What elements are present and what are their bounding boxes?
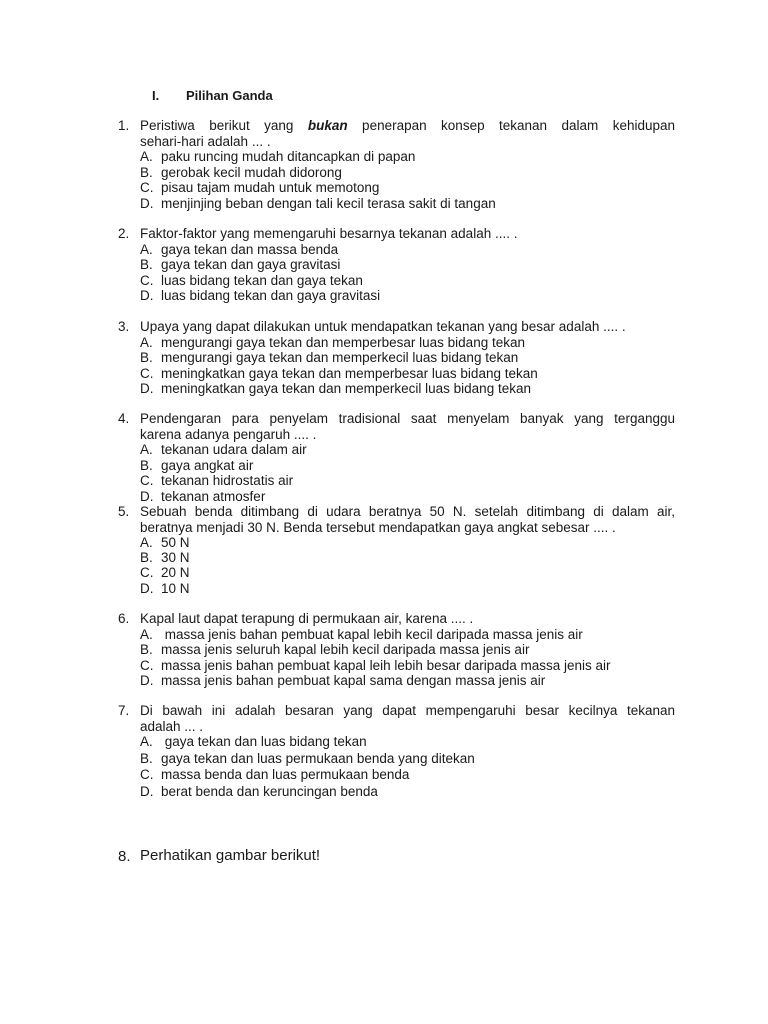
question-1	[118, 118, 675, 211]
option-text: 50 N	[161, 535, 190, 550]
option-letter: B.	[140, 164, 153, 180]
option-text: gaya tekan dan massa benda	[161, 241, 339, 257]
option-text: gaya tekan dan luas permukaan benda yang ditekan	[161, 750, 475, 766]
section-number: I.	[152, 88, 160, 103]
answer-option	[140, 642, 675, 658]
answer-option	[140, 627, 675, 643]
option-text: massa benda dan luas permukaan benda	[161, 767, 410, 782]
answer-option	[140, 658, 675, 674]
question-number: 4.	[118, 411, 130, 426]
answer-option	[140, 366, 675, 382]
section-title: Pilihan Ganda	[186, 88, 273, 103]
question-stem-line: Perhatikan gambar berikut!	[140, 847, 321, 864]
option-text: 20 N	[161, 565, 190, 581]
option-letter: D.	[140, 783, 154, 799]
option-letter: C.	[140, 473, 154, 488]
question-number: 1.	[118, 118, 130, 133]
option-letter: A.	[140, 149, 153, 164]
question-number: 5.	[118, 504, 130, 519]
answer-option	[140, 180, 675, 196]
question-4	[118, 411, 675, 504]
option-text: mengurangi gaya tekan dan memperkecil luas bidang tekan	[161, 350, 519, 365]
option-letter: D.	[140, 580, 154, 596]
question-number: 8.	[118, 848, 131, 865]
option-text: menjinjing beban dengan tali kecil terasa sakit di tangan	[161, 195, 496, 211]
answer-option	[140, 565, 675, 580]
section-heading	[152, 88, 273, 103]
question-number: 2.	[118, 226, 130, 241]
answer-option	[140, 489, 675, 505]
option-letter: A.	[140, 334, 153, 350]
answer-option	[140, 242, 675, 258]
question-8	[118, 848, 675, 864]
question-6	[118, 611, 675, 689]
question-stem-line: Kapal laut dapat terapung di permukaan air, karena .... .	[140, 611, 474, 626]
option-letter: C.	[140, 180, 154, 195]
option-letter: A.	[140, 734, 153, 749]
answer-option	[140, 767, 675, 784]
question-stem-line: sehari-hari adalah ... .	[140, 133, 271, 149]
question-stem-line: Peristiwa berikut yang bukan penerapan konsep tekanan dalam kehidupan	[140, 118, 675, 133]
answer-option	[140, 734, 675, 751]
question-number: 3.	[118, 319, 130, 334]
option-letter: C.	[140, 767, 154, 782]
option-letter: C.	[140, 657, 154, 673]
option-text: tekanan udara dalam air	[161, 442, 307, 457]
option-text: tekanan hidrostatis air	[161, 473, 294, 488]
option-letter: B.	[140, 457, 153, 473]
answer-option	[140, 381, 675, 397]
answer-option	[140, 784, 675, 801]
answer-option	[140, 550, 675, 565]
option-letter: D.	[140, 195, 154, 211]
question-stem-line: Upaya yang dapat dilakukan untuk mendapatkan tekanan yang besar adalah .... .	[140, 319, 626, 334]
answer-option	[140, 335, 675, 351]
option-letter: D.	[140, 288, 154, 303]
option-text: meningkatkan gaya tekan dan memperbesar luas bidang tekan	[161, 365, 538, 381]
answer-option	[140, 535, 675, 550]
answer-option	[140, 257, 675, 273]
question-7	[118, 703, 675, 800]
option-text: massa jenis bahan pembuat kapal leih lebih besar daripada massa jenis air	[161, 657, 611, 673]
option-letter: C.	[140, 365, 154, 381]
option-text: massa jenis bahan pembuat kapal lebih kecil daripada massa jenis air	[161, 626, 583, 642]
answer-option	[140, 273, 675, 289]
option-letter: D.	[140, 673, 154, 688]
answer-option	[140, 473, 675, 489]
answer-option	[140, 442, 675, 458]
option-letter: D.	[140, 381, 154, 396]
option-text: tekanan atmosfer	[161, 488, 266, 504]
answer-option	[140, 751, 675, 768]
option-text: gaya angkat air	[161, 457, 254, 473]
option-letter: B.	[140, 350, 153, 365]
option-text: luas bidang tekan dan gaya tekan	[161, 272, 363, 288]
answer-option	[140, 673, 675, 689]
answer-option	[140, 165, 675, 181]
question-stem-line: Pendengaran para penyelam tradisional saat menyelam banyak yang terganggu	[140, 411, 675, 426]
option-letter: B.	[140, 750, 153, 766]
option-letter: B.	[140, 642, 153, 657]
answer-option	[140, 196, 675, 212]
option-letter: A.	[140, 241, 153, 257]
question-number: 6.	[118, 611, 130, 626]
option-text: luas bidang tekan dan gaya gravitasi	[161, 288, 381, 303]
option-text: berat benda dan keruncingan benda	[161, 783, 378, 799]
answer-option	[140, 149, 675, 165]
option-text: gaya tekan dan luas bidang tekan	[161, 734, 367, 749]
question-stem-line: Faktor-faktor yang memengaruhi besarnya tekanan adalah .... .	[140, 226, 518, 241]
option-text: 10 N	[161, 580, 190, 596]
option-text: massa jenis seluruh kapal lebih kecil daripada massa jenis air	[161, 642, 530, 657]
option-letter: D.	[140, 488, 154, 504]
option-text: mengurangi gaya tekan dan memperbesar luas bidang tekan	[161, 334, 525, 350]
answer-option	[140, 350, 675, 366]
option-text: pisau tajam mudah untuk memotong	[161, 180, 380, 195]
question-3	[118, 319, 675, 397]
option-text: meningkatkan gaya tekan dan memperkecil luas bidang tekan	[161, 381, 531, 396]
option-text: paku runcing mudah ditancapkan di papan	[161, 149, 416, 164]
question-stem-line: karena adanya pengaruh .... .	[140, 426, 317, 442]
option-letter: A.	[140, 626, 153, 642]
option-letter: A.	[140, 535, 153, 550]
option-text: gaya tekan dan gaya gravitasi	[161, 257, 341, 272]
answer-option	[140, 288, 675, 304]
option-text: 30 N	[161, 550, 190, 566]
option-text: gerobak kecil mudah didorong	[161, 164, 342, 180]
question-number: 7.	[118, 703, 130, 718]
option-letter: B.	[140, 550, 153, 566]
option-text: massa jenis bahan pembuat kapal sama dengan massa jenis air	[161, 673, 546, 688]
answer-option	[140, 458, 675, 474]
answer-option	[140, 581, 675, 596]
question-2	[118, 226, 675, 304]
question-stem-line: adalah ... .	[140, 718, 204, 734]
question-stem-line: beratnya menjadi 30 N. Benda tersebut mendapatkan gaya angkat sebesar .... .	[140, 519, 616, 535]
question-5	[118, 504, 675, 596]
question-stem-line: Sebuah benda ditimbang di udara beratnya 50 N. setelah ditimbang di dalam air,	[140, 504, 675, 519]
option-letter: C.	[140, 272, 154, 288]
option-letter: A.	[140, 442, 153, 457]
option-letter: B.	[140, 257, 153, 272]
option-letter: C.	[140, 565, 154, 581]
question-stem-line: Di bawah ini adalah besaran yang dapat mempengaruhi besar kecilnya tekanan	[140, 703, 675, 718]
